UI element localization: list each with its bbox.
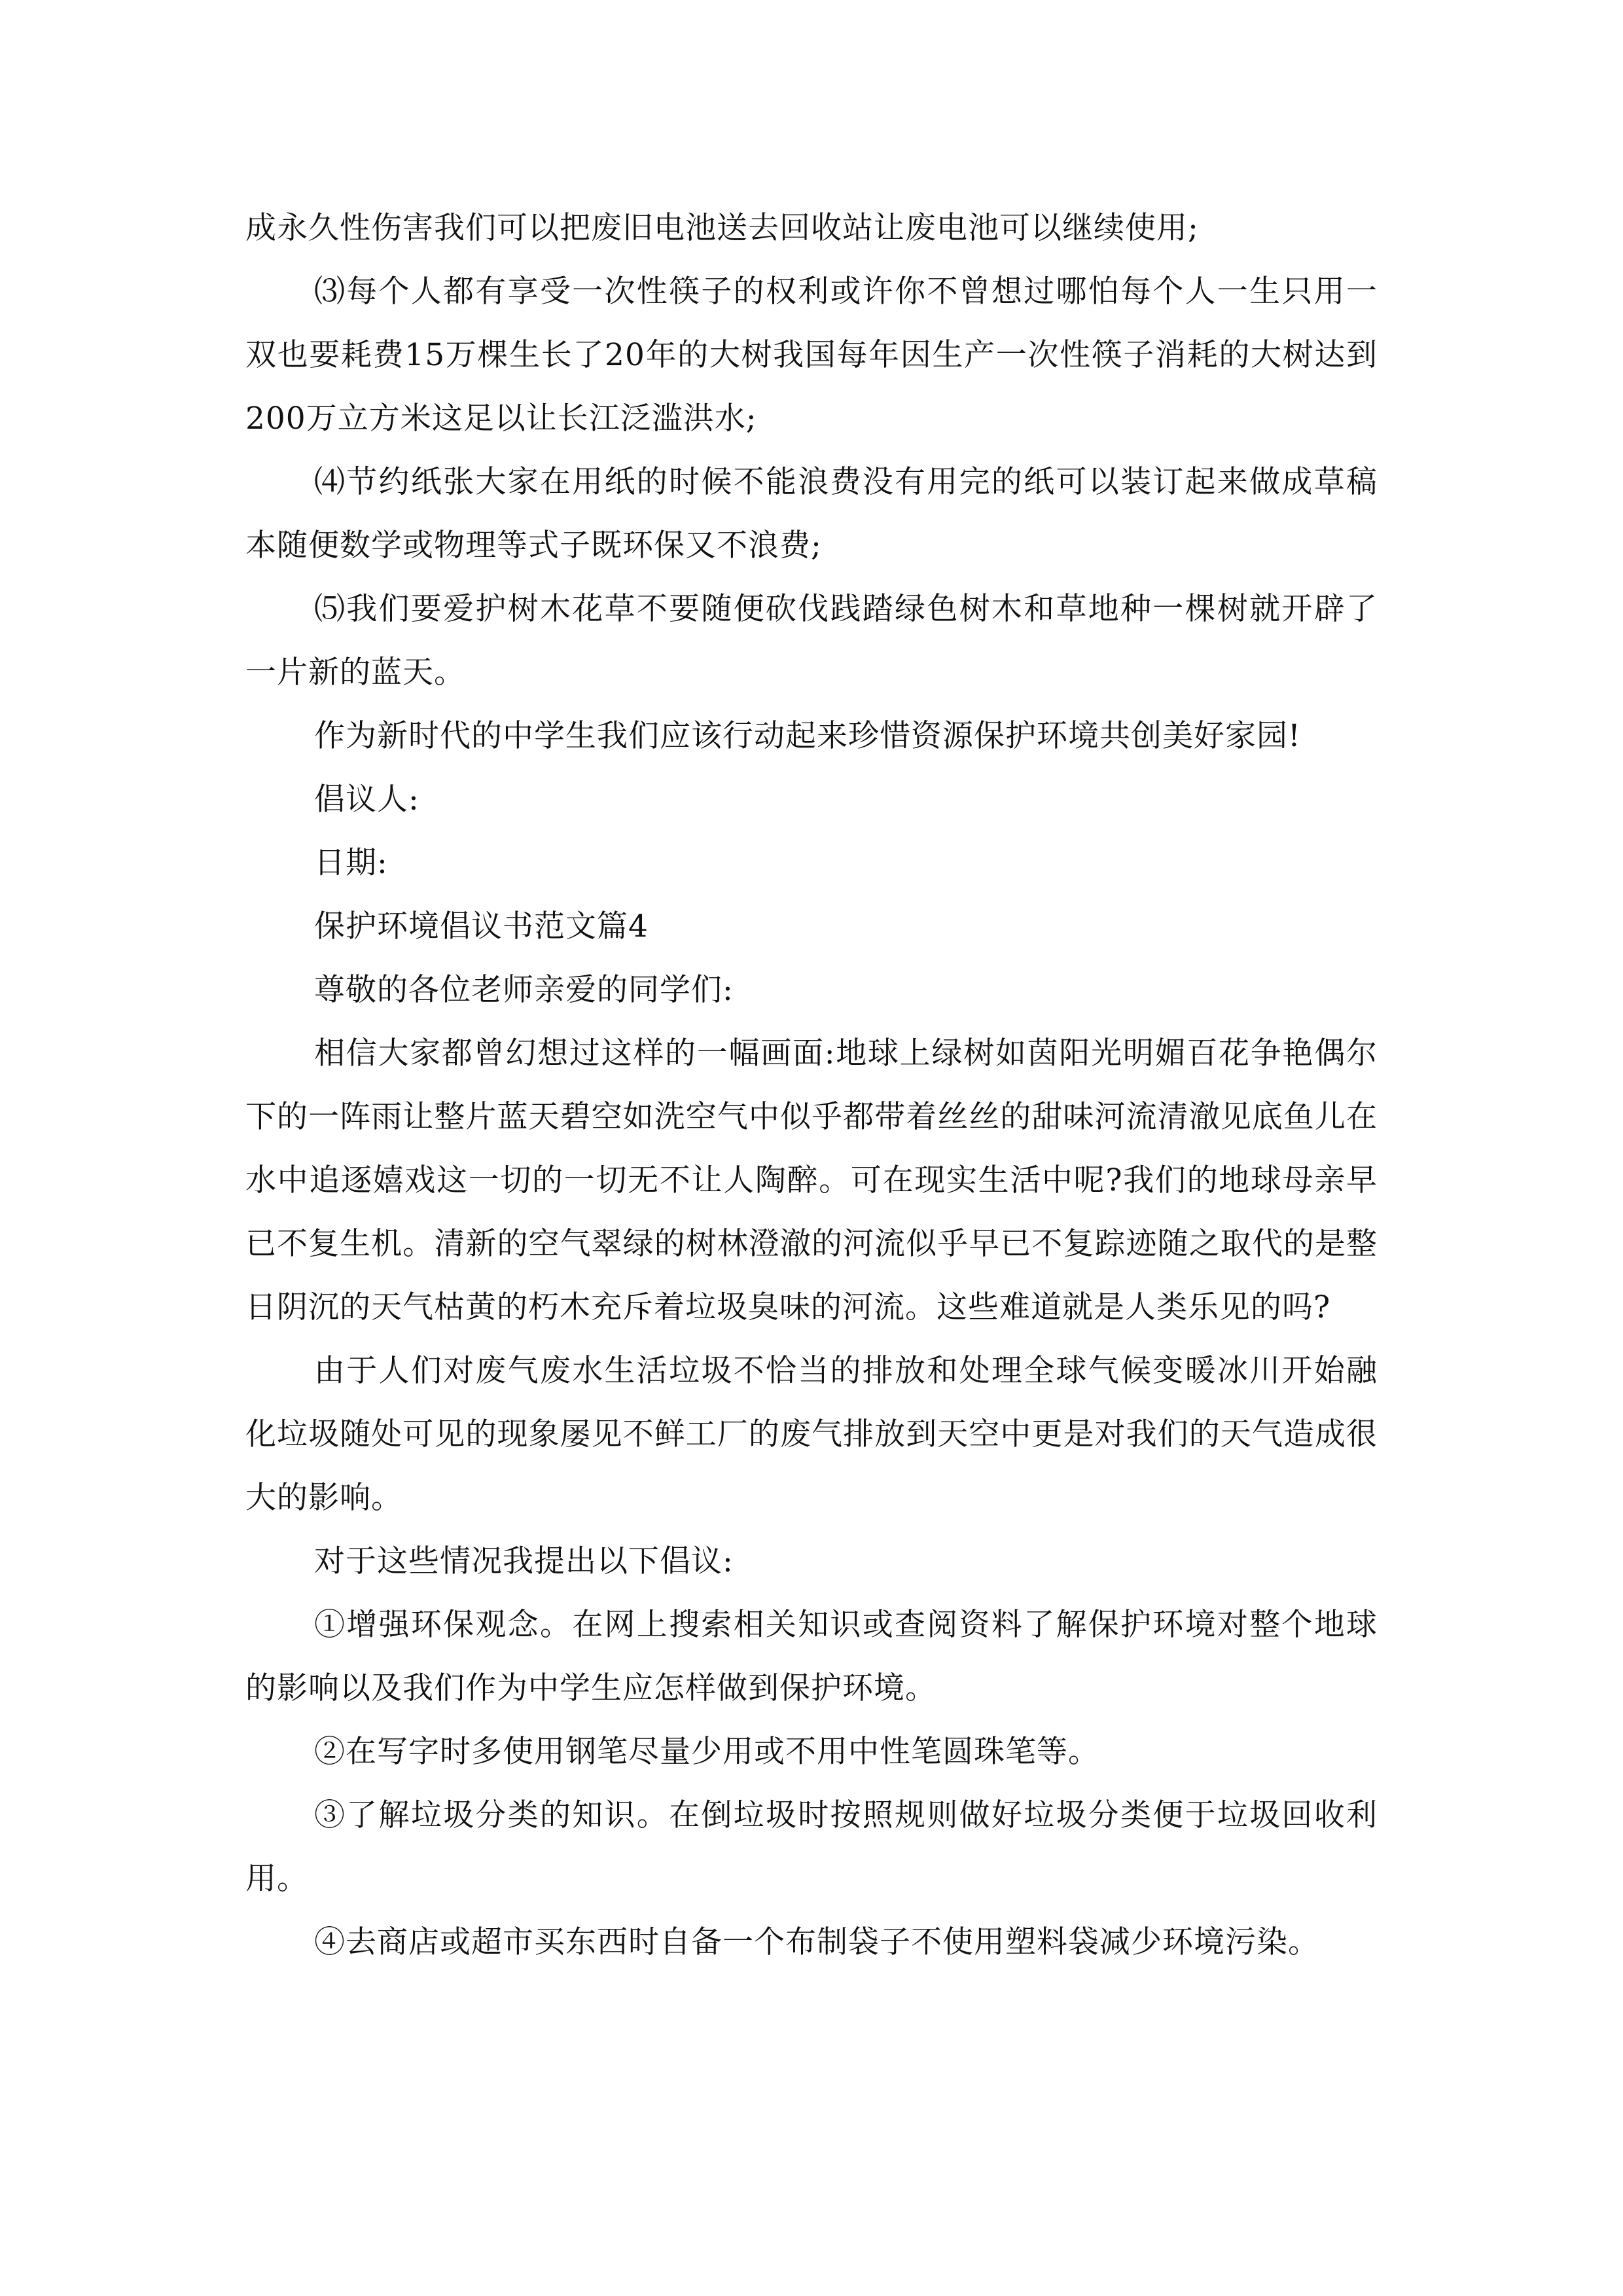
paragraph-item-4: ⑷节约纸张大家在用纸的时候不能浪费没有用完的纸可以装订起来做成草稿本随便数学或物理等式子既环保又不浪费;: [245, 464, 1378, 564]
proposal-item-1: ①增强环保观念。在网上搜索相关知识或查阅资料了解保护环境对整个地球的影响以及我们作为中学生应怎样做到保护环境。: [245, 1607, 1378, 1706]
section-title: 保护环境倡议书范文篇4: [314, 908, 649, 944]
paragraph-item-5: ⑸我们要爱护树木花草不要随便砍伐践踏绿色树木和草地种一棵树就开辟了一片新的蓝天。: [245, 591, 1378, 691]
date-label: 日期:: [314, 845, 388, 881]
paragraph-item-3: ⑶每个人都有享受一次性筷子的权利或许你不曾想过哪怕每个人一生只用一双也要耗费15万棵生长了20年的大树我国每年因生产一次性筷子消耗的大树达到200万立方米这足以让长江泛滥洪水;: [245, 274, 1378, 437]
document-page: [245, 196, 1378, 1974]
paragraph-imagine: 相信大家都曾幻想过这样的一幅画面:地球上绿树如茵阳光明媚百花争艳偶尔下的一阵雨让整片蓝天碧空如洗空气中似乎都带着丝丝的甜味河流清澈见底鱼儿在水中追逐嬉戏这一切的一切无不让人陶醉。可在现实生活中呢?我们的地球母亲早已不复生机。清新的空气翠绿的树林澄澈的河流似乎早已不复踪迹随之取代的是整日阴沉的天气枯黄的朽木充斥着垃圾臭味的河流。这些难道就是人类乐见的吗?: [245, 1035, 1378, 1325]
proposer-label: 倡议人:: [314, 781, 419, 817]
proposal-item-4: ④去商店或超市买东西时自备一个布制袋子不使用塑料袋减少环境污染。: [314, 1924, 1319, 1960]
salutation: 尊敬的各位老师亲爱的同学们:: [314, 972, 734, 1008]
paragraph-call-to-action: 作为新时代的中学生我们应该行动起来珍惜资源保护环境共创美好家园!: [314, 718, 1301, 754]
proposal-item-3: ③了解垃圾分类的知识。在倒垃圾时按照规则做好垃圾分类便于垃圾回收利用。: [245, 1797, 1378, 1897]
paragraph-continuation: 成永久性伤害我们可以把废旧电池送去回收站让废电池可以继续使用;: [245, 210, 1199, 246]
proposal-item-2: ②在写字时多使用钢笔尽量少用或不用中性笔圆珠笔等。: [314, 1734, 1099, 1770]
paragraph-proposal-intro: 对于这些情况我提出以下倡议:: [314, 1543, 734, 1579]
paragraph-causes: 由于人们对废气废水生活垃圾不恰当的排放和处理全球气候变暖冰川开始融化垃圾随处可见的现象屡见不鲜工厂的废气排放到天空中更是对我们的天气造成很大的影响。: [245, 1353, 1378, 1516]
